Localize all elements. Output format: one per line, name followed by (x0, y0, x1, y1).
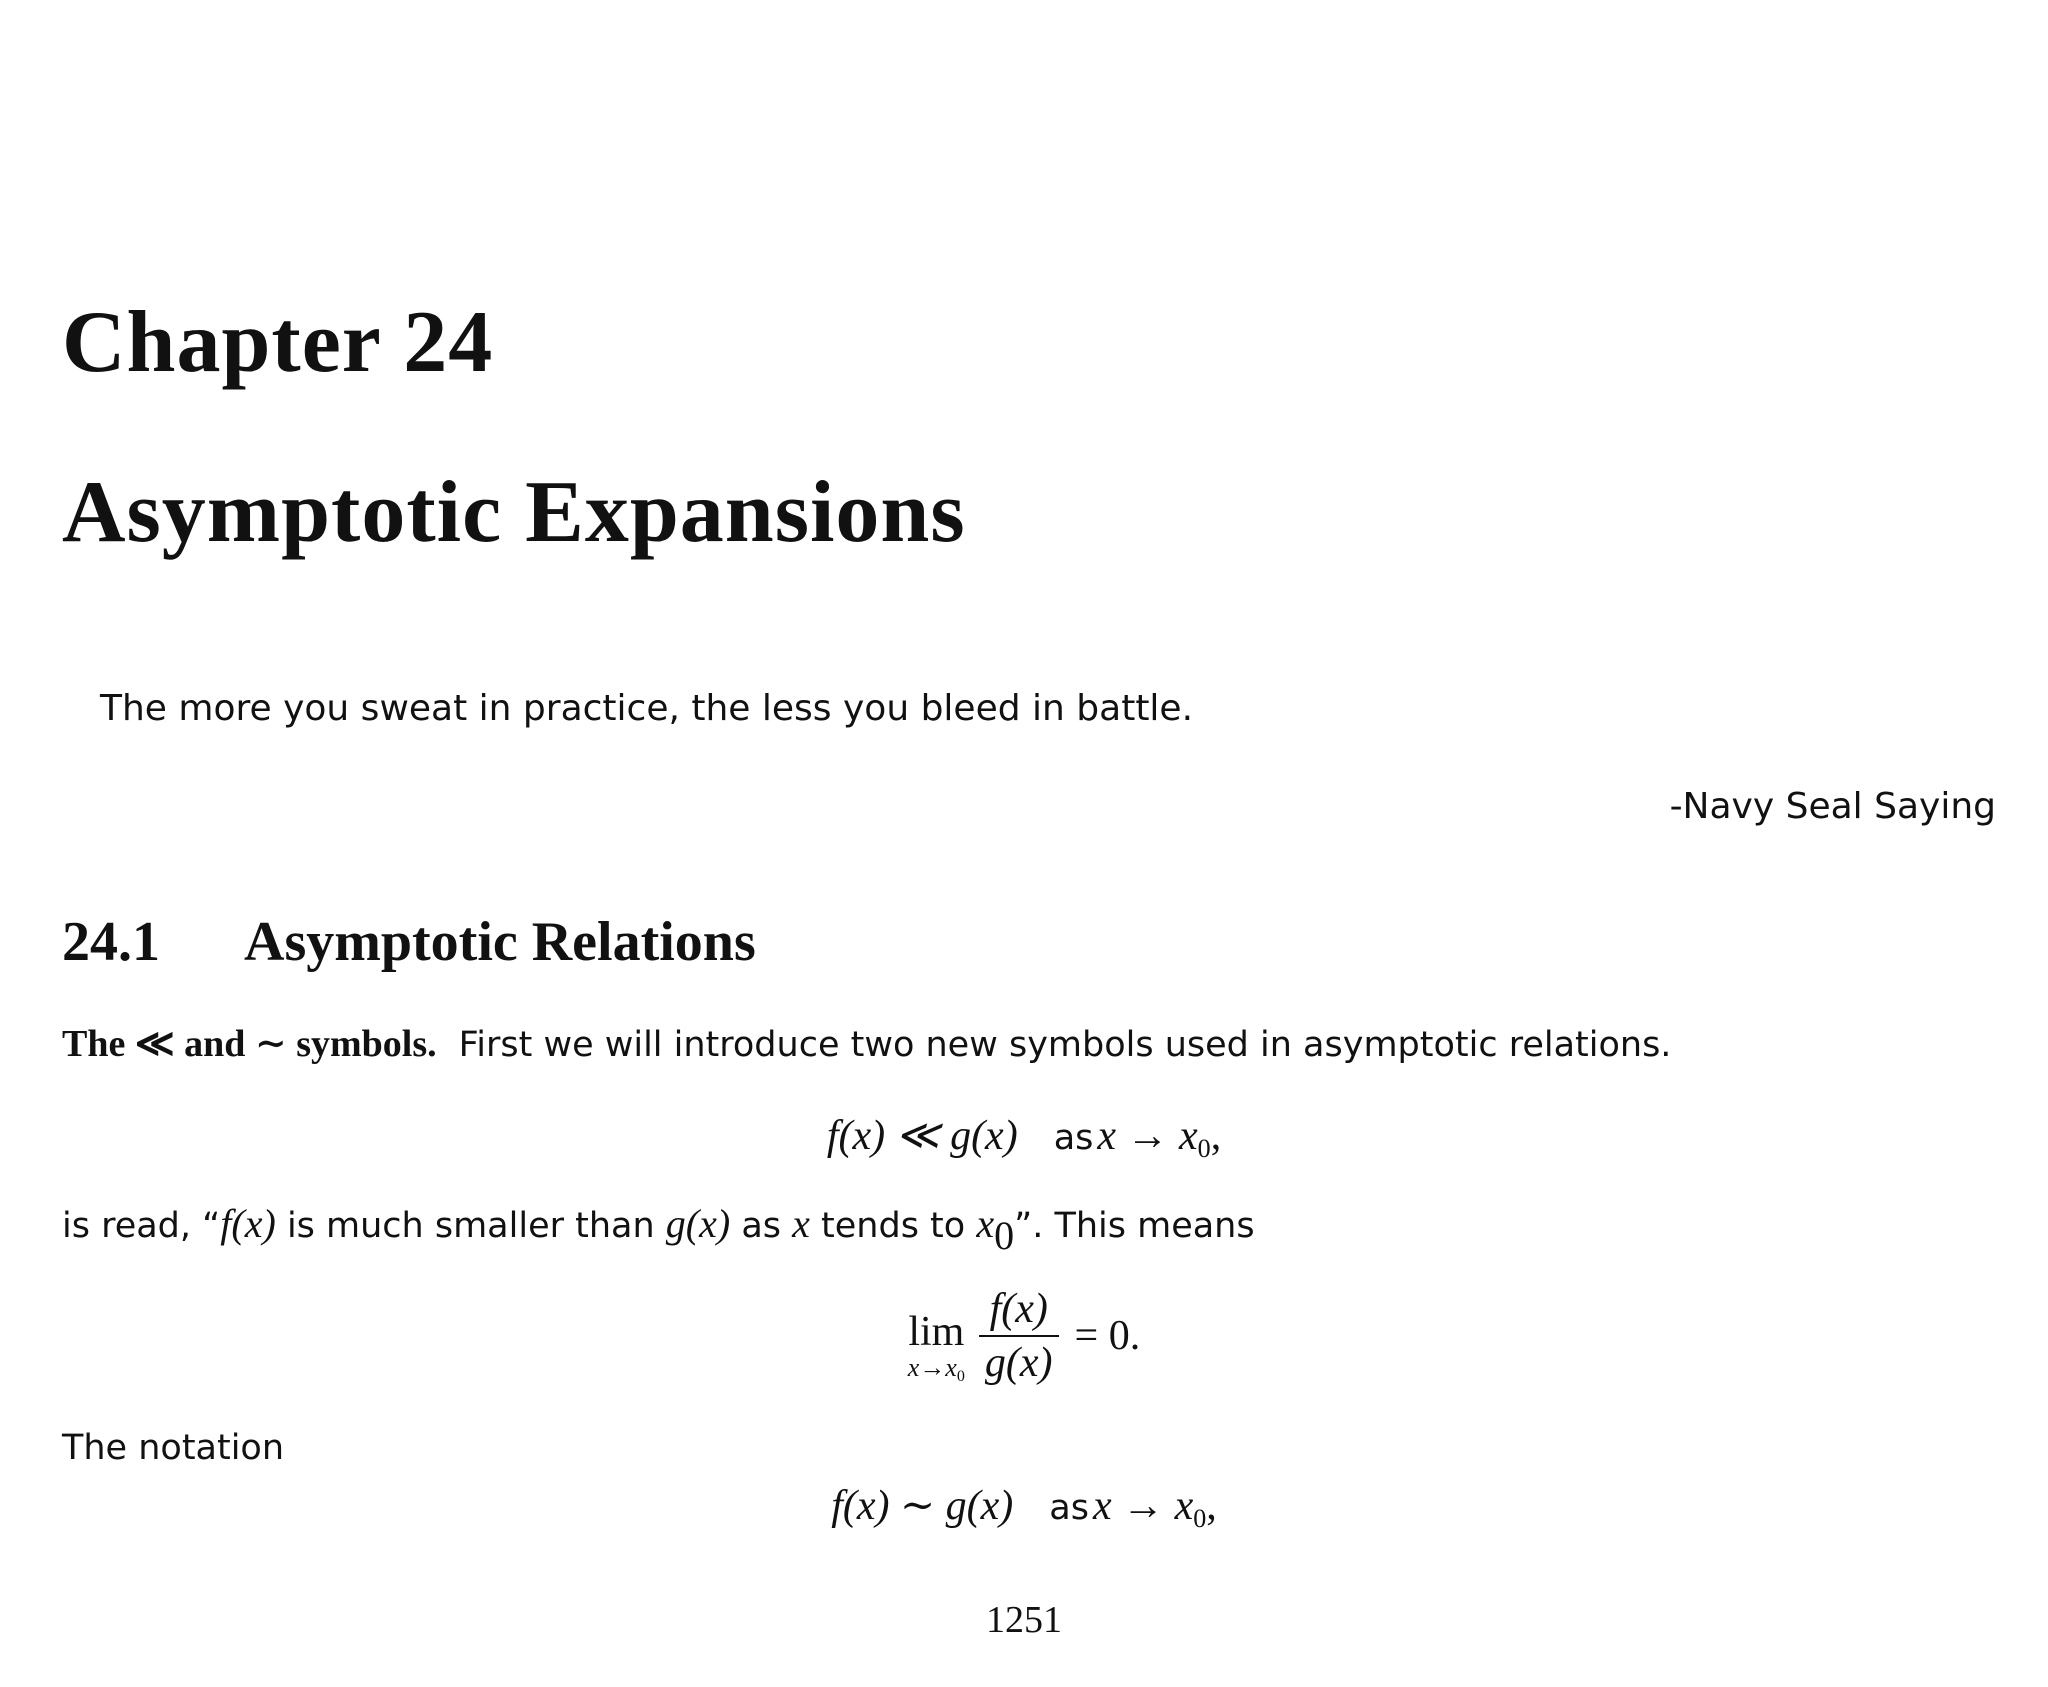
equation-3-condition: $x \to x_0$, (1092, 1483, 1217, 1533)
fraction-denominator: g(x) (984, 1340, 1053, 1386)
paragraph-read: is read, “f(x) is much smaller than g(x) as x tends to $x_0$”. This means (62, 1201, 1255, 1258)
page-number: 1251 (986, 1599, 1062, 1641)
paragraph-notation: The notation (62, 1428, 285, 1468)
fraction (979, 1285, 1059, 1387)
section-title: Asymptotic Relations (244, 911, 756, 973)
equation-much-smaller (0, 1110, 2048, 1164)
equation-3-text: as (1049, 1488, 1089, 1528)
paragraph-intro-text: First we will introduce two new symbols used in asymptotic relations. (458, 1025, 1672, 1065)
equation-1-condition: $x \to x_0$, (1097, 1113, 1222, 1163)
paragraph-intro (62, 1020, 1671, 1066)
equation-3-lhs: f(x) ∼ g(x) (831, 1483, 1014, 1529)
fraction-numerator: f(x) (989, 1286, 1048, 1332)
epigraph-quote: The more you sweat in practice, the less you bleed in battle. (100, 688, 1194, 729)
run-in-heading: The ≪ and ∼ symbols. (62, 1023, 437, 1065)
equation-limit (0, 1285, 2048, 1387)
equation-asymptotic (0, 1480, 2048, 1534)
epigraph-source: -Navy Seal Saying (1669, 786, 1996, 827)
section-number: 24.1 (62, 911, 160, 973)
equation-2-rhs: = 0. (1074, 1313, 1141, 1359)
equation-1-lhs: f(x) ≪ g(x) (826, 1113, 1018, 1159)
chapter-title: Asymptotic Expansions (62, 464, 966, 561)
chapter-label: Chapter 24 (62, 294, 494, 391)
limit-operator: lim $x\to x_0$ (907, 1308, 965, 1385)
section-heading (62, 910, 756, 974)
equation-1-text: as (1053, 1118, 1094, 1158)
